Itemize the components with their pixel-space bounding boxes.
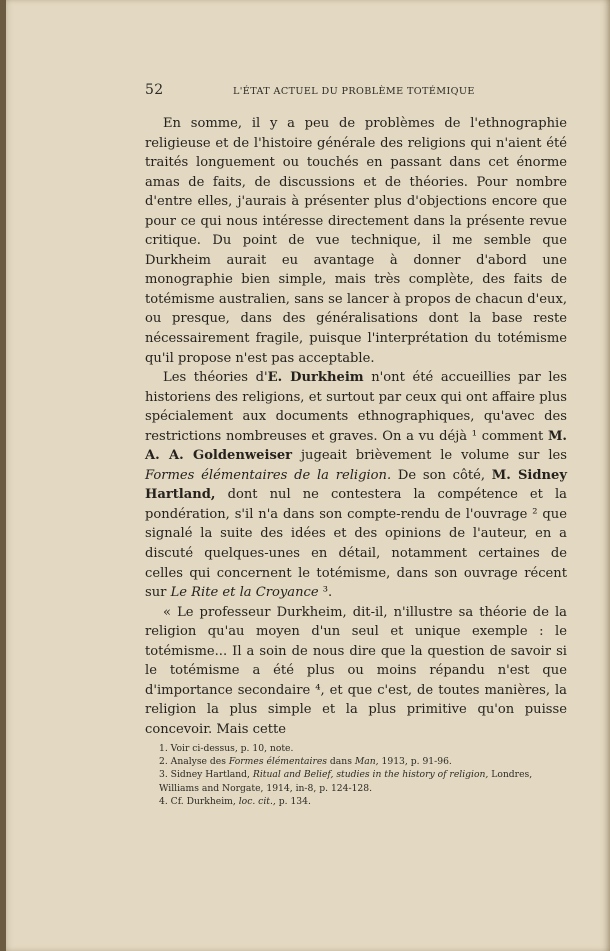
text-run: jugeait brièvement le volume sur les	[292, 448, 567, 464]
italic-title: Formes élémentaires de la religion.	[145, 467, 392, 483]
text-run: n'ont été accueillies par les historiens des religions, et surtout par ceux qui ont affaire plus spécialement aux documents ethnographiques, qu'avec des restrictions nombreuses et graves. On a vu déjà ¹ comment	[145, 370, 567, 444]
text-run: « Le professeur Durkheim, dit-il, n'illustre sa théorie de la religion qu'au moyen d'un seul et unique exemple : le totémisme... Il a soin de nous dire que la question de savoir si le totémisme a été plus ou moins répandu n'est que d'importance secondaire ⁴, et que c'est, de toutes manières, la religion la plus simple et la plus primitive qu'on puisse concevoir. Mais cette	[145, 604, 567, 737]
bold-name: E. Durkheim	[267, 370, 364, 386]
running-title: L'ÉTAT ACTUEL DU PROBLÈME TOTÉMIQUE	[233, 86, 475, 97]
italic-title: Ritual and Belief, studies in the history of religion,	[252, 769, 489, 781]
paragraph	[145, 114, 567, 368]
text-run: p. 134.	[275, 795, 311, 807]
text-run: 3. Sidney Hartland,	[159, 769, 253, 781]
text-run: 1913, p. 91-96.	[378, 756, 452, 768]
footnote	[145, 755, 567, 768]
footnote	[145, 795, 567, 808]
footnote	[145, 768, 567, 794]
text-run: dont nul ne contestera la compétence et la pondération, s'il n'a dans son compte-rendu de l'ouvrage ² que signalé la suite des idées et des opinions de l'auteur, en a discuté quelques-unes en détail, notamment certaines de celles qui concernent le totémisme, dans son ouvrage récent sur	[145, 487, 567, 601]
bold-name: M. Sidney Hartland,	[145, 467, 567, 503]
quote-paragraph	[145, 603, 567, 740]
page-header	[145, 82, 567, 102]
text-run: Londres, Williams and Norgate, 1914, in-8, p. 124-128.	[159, 769, 533, 794]
binding-edge	[0, 0, 6, 951]
page-number: 52	[145, 82, 164, 98]
italic-title: Le Rite et la Croyance	[170, 585, 319, 601]
text-run: dans	[327, 756, 355, 768]
text-run: Les théories d'	[163, 370, 268, 386]
footnotes	[145, 742, 567, 808]
italic-title: Man,	[354, 756, 379, 768]
bold-name: M. A. A. Goldenweiser	[145, 428, 567, 464]
body-text	[145, 114, 567, 740]
text-run: 1. Voir ci-dessus, p. 10, note.	[159, 743, 294, 754]
text-run: 4. Cf. Durkheim,	[159, 795, 239, 807]
text-run: En somme, il y a peu de problèmes de l'ethnographie religieuse et de l'histoire générale des religions qui n'aient été traités longuement ou touchés en passant dans cet énorme amas de faits, de discussions et de théories. Pour nombre d'entre elles, j'aurais à présenter plus d'objections encore que pour ce qui nous intéresse directement dans la présente revue critique. Du point de vue technique, il me semble que Durkheim aurait eu avantage à donner d'abord une monographie bien simple, mais très complète, des faits de totémisme australien, sans se lancer à propos de chacun d'eux, ou presque, dans des généralisations dont la base reste nécessairement fragile, puisque l'interprétation du totémisme qu'il propose n'est pas acceptable.	[145, 116, 567, 366]
text-run: 2. Analyse des	[159, 756, 229, 768]
text-run: De son côté,	[391, 467, 492, 483]
italic-title: Formes élémentaires	[228, 756, 327, 768]
italic-title: loc. cit.,	[238, 795, 276, 807]
text-run: ³.	[318, 585, 333, 601]
footnote	[145, 742, 567, 755]
paragraph	[145, 368, 567, 603]
